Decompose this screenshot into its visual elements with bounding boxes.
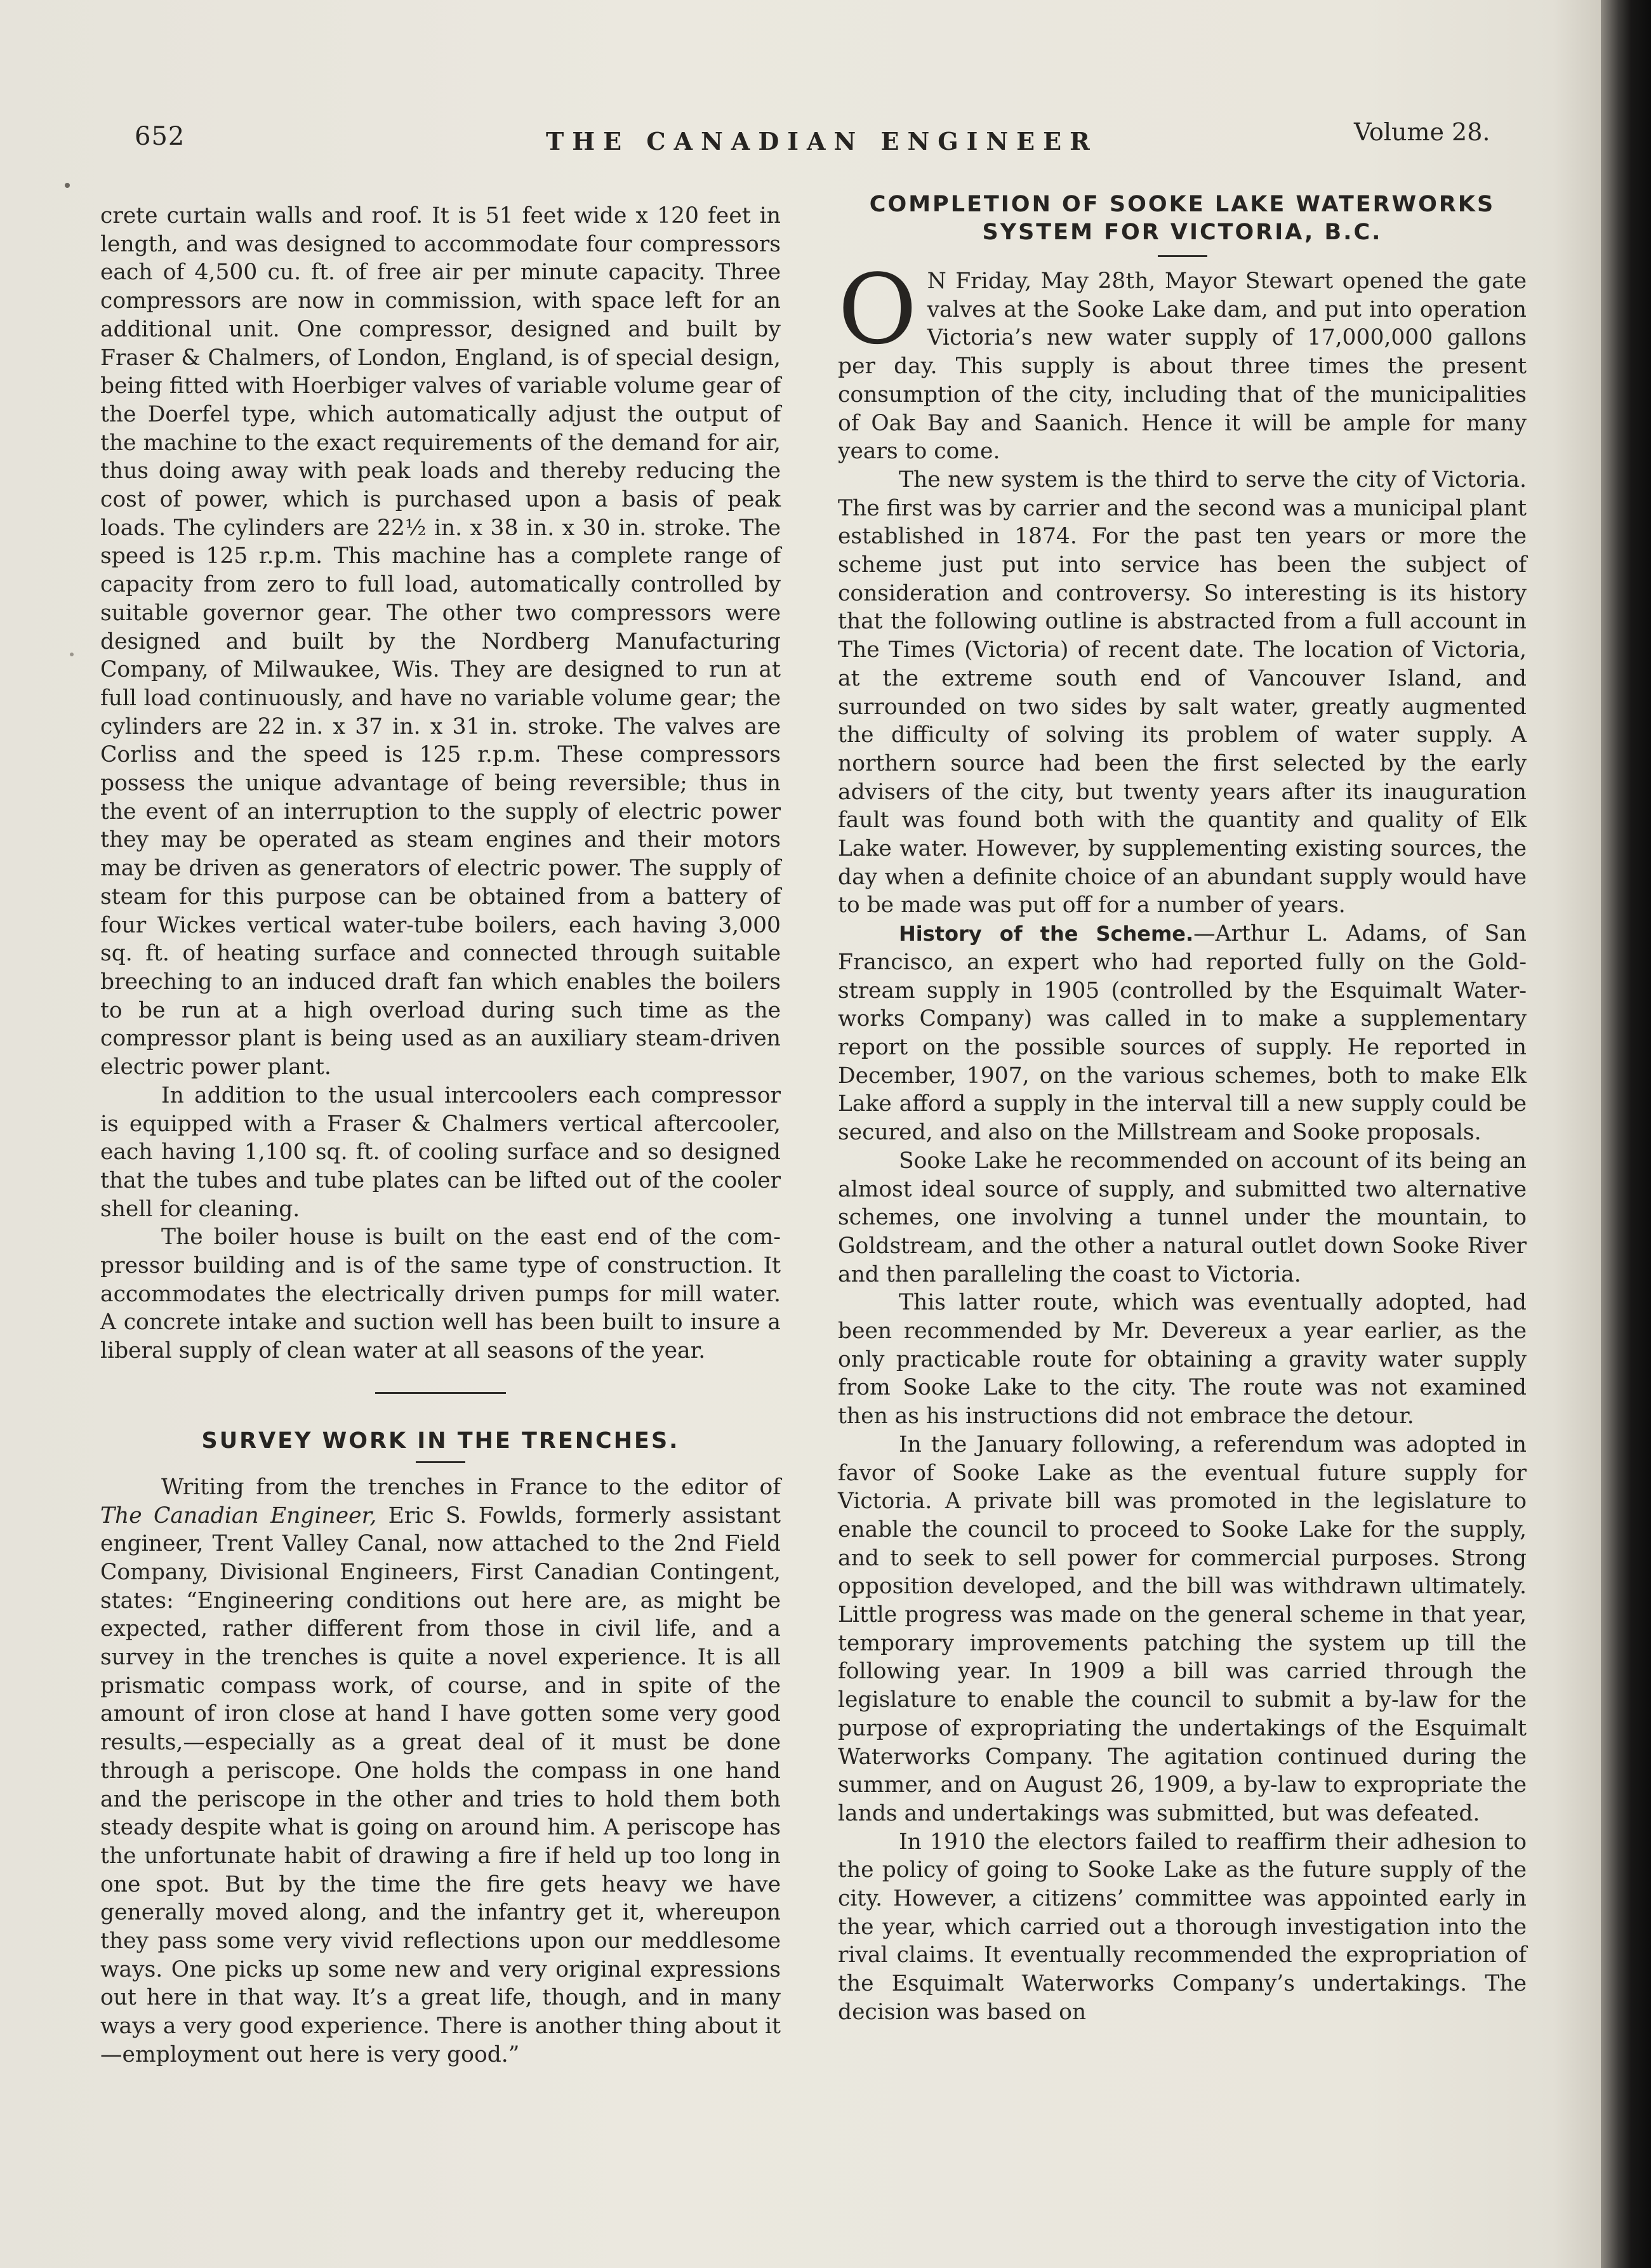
journal-title: THE CANADIAN ENGINEER xyxy=(546,127,1098,156)
volume-label: Volume 28. xyxy=(1354,118,1490,146)
journal-reference: The Canadian Engineer, xyxy=(100,1502,377,1529)
running-header xyxy=(0,114,1601,165)
paragraph: crete curtain walls and roof. It is 51 feet wide x 120 feet in length, and was designed to accommodate four compressors each of 4,500 cu. ft. of free air per minute capacity. Three compressors are now in commission, with space left for an additional unit. One compressor, designed and built by Fraser & Chalmers, of London, England, is of special design, being fitted with Hoerbiger valves of variable volume gear of the Doerfel type, which automatically adjust the output of the machine to the exact requirements of the demand for air, thus doing away with peak loads and thereby reducing the cost of power, which is purchased upon a basis of peak loads. The cylinders are 22½ in. x 38 in. x 30 in. stroke. The speed is 125 r.p.m. This machine has a complete range of capacity from zero to full load, automatically controlled by suitable governor gear. The other two compressors were designed and built by the Nordberg Manufacturing Company, of Milwaukee, Wis. They are designed to run at full load continuously, and have no variable volume gear; the cylinders are 22 in. x 37 in. x 31 in. stroke. The valves are Corliss and the speed is 125 r.p.m. These compressors possess the unique advantage of being reversible; thus in the event of an interruption to the supply of electric power they may be operated as steam engines and their motors may be driven as generators of electric power. The supply of steam for this purpose can be obtained from a battery of four Wickes vertical water-tube boilers, each having 3,000 sq. ft. of heating surface and connected through suitable breeching to an induced draft fan which enables the boilers to be run at a high overload during such time as the compressor plant is being used as an auxiliary steam-driven electric power plant. xyxy=(100,203,781,1080)
article-title-survey: SURVEY WORK IN THE TRENCHES. xyxy=(201,1428,680,1454)
page-number: 652 xyxy=(135,122,185,151)
left-column xyxy=(100,202,781,2069)
article-title-line-1: COMPLETION OF SOOKE LAKE WATERWORKS xyxy=(869,192,1495,217)
page-speck xyxy=(70,653,74,656)
text-run: Writing from the trenches in France to the editor of xyxy=(161,1474,781,1500)
paragraph xyxy=(838,920,1527,1147)
text-run: —Arthur L. Adams, of San Francisco, an expert who had reported fully on the Goldstream supply in 1905 (controlled by the Esquimalt Waterworks Company) was called in to make a supplementary report on the possible sources of supply. He reported in December, 1907, on the various schemes, both to make Elk Lake afford a supply in the interval till a new supply could be secured, and also on the Millstream and Sooke proposals. xyxy=(838,921,1527,1146)
paragraph: The new system is the third to serve the city of Victoria. The first was by carrier and the second was a municipal plant established in 1874. For the past ten years or more the scheme just put into service has been the subject of consideration and controversy. So interesting is its history that the following outline is abstracted from a full account in The Times (Victoria) of recent date. The location of Victoria, at the extreme south end of Vancouver Island, and surrounded on two sides by salt water, greatly augmented the difficulty of solving its problem of water supply. A northern source had been the first selected by the early advisers of the city, but twenty years after its inauguration fault was found both with the quantity and quality of Elk Lake water. However, by supplementing existing sources, the day when a definite choice of an abundant supply would have to be made was put off for a number of years. xyxy=(838,467,1527,918)
text-run: Eric S. Fowlds, formerly assistant engineer, Trent Valley Canal, now attached to the 2nd Field Company, Divisional Engineers, First Canadian Contingent, states: “Engineering conditions out here are, as might be expected, rather different from those in civil life, and a survey in the trenches is quite a novel experience. It is all prismatic compass work, of course, and in spite of the amount of iron close at hand I have gotten some very good results,—especially as a great deal of it must be done through a periscope. One holds the compass in one hand and the periscope in the other and tries to hold them both steady despite what is going on around him. A periscope has the unfortunate habit of drawing a fire if held up too long in one spot. But by the time the fire gets heavy we have generally moved along, and the infantry get it, whereupon they pass some very vivid reflections upon our meddlesome ways. One picks up some new and very original expressions out here in that way. It’s a great life, though, and in many ways a very good experience. There is another thing about it—employment out here is very good.” xyxy=(100,1502,781,2067)
paragraph xyxy=(100,1473,781,2069)
article-title-line-2: SYSTEM FOR VICTORIA, B.C. xyxy=(982,220,1382,245)
text-run: N Friday, May 28th, Mayor Stewart opened the gate valves at the Sooke Lake dam, and put into operation Victoria’s new water supply of 17,000,000 gallons per day. This supply is about three times the present consumption of the city, including that of the municipalities of Oak Bay and Saanich. Hence it will be ample for many years to come. xyxy=(838,269,1527,465)
title-underline xyxy=(416,1461,465,1463)
paragraph: Sooke Lake he recommended on account of its being an almost ideal source of supply, and submitted two alternative schemes, one involving a tunnel under the mountain, to Goldstream, and the other a natural outlet down Sooke River and then paralleling the coast to Victoria. xyxy=(838,1148,1527,1287)
paragraph: In 1910 the electors failed to reaffirm their adhesion to the policy of going to Sooke Lake as the future supply of the city. However, a citizens’ committee was appointed early in the year, which carried out a thorough investigation into the rival claims. It eventually recommended the expropriation of the Esquimalt Waterworks Company’s undertakings. The decision was based on xyxy=(838,1829,1527,2025)
paragraph: This latter route, which was eventually adopted, had been recommended by Mr. Devereux a year earlier, as the only practicable route for obtaining a gravity water supply from Sooke Lake to the city. The route was not examined then as his instructions did not embrace the detour. xyxy=(838,1290,1527,1429)
title-underline xyxy=(1158,255,1207,257)
drop-cap: O xyxy=(838,253,917,366)
paragraph: In the January following, a referendum was adopted in favor of Sooke Lake as the eventual future supply for Victoria. A private bill was promoted in the legislature to enable the council to proceed to Sooke Lake for the supply, and to seek to sell power for commercial purposes. Strong opposition developed, and the bill was withdrawn ultimately. Little progress was made on the general scheme in that year, temporary improvements patching the system up till the following year. In 1909 a bill was carried through the legislature to enable the council to submit a by-law for the purpose of expropriating the undertakings of the Esquimalt Waterworks Company. The agitation continued during the summer, and on August 26, 1909, a by-law to expropriate the lands and undertakings was submitted, but was defeated. xyxy=(838,1431,1527,1826)
paragraph: The boiler house is built on the east end of the compressor building and is of the same type of construction. It accommodates the electrically driven pumps for mill water. A concrete intake and suction well has been built to insure a liberal supply of clean water at all seasons of the year. xyxy=(100,1224,781,1364)
book-gutter xyxy=(1601,0,1651,2268)
page-speck xyxy=(65,183,70,188)
section-divider xyxy=(375,1392,506,1394)
paragraph xyxy=(838,253,1527,466)
right-column xyxy=(838,190,1527,2027)
paragraph: In addition to the usual intercoolers each compressor is equipped with a Fraser & Chalmers vertical aftercooler, each having 1,100 sq. ft. of cooling surface and so designed that the tubes and tube plates can be lifted out of the cooler shell for cleaning. xyxy=(100,1082,781,1222)
subheading: History of the Scheme. xyxy=(899,922,1194,946)
